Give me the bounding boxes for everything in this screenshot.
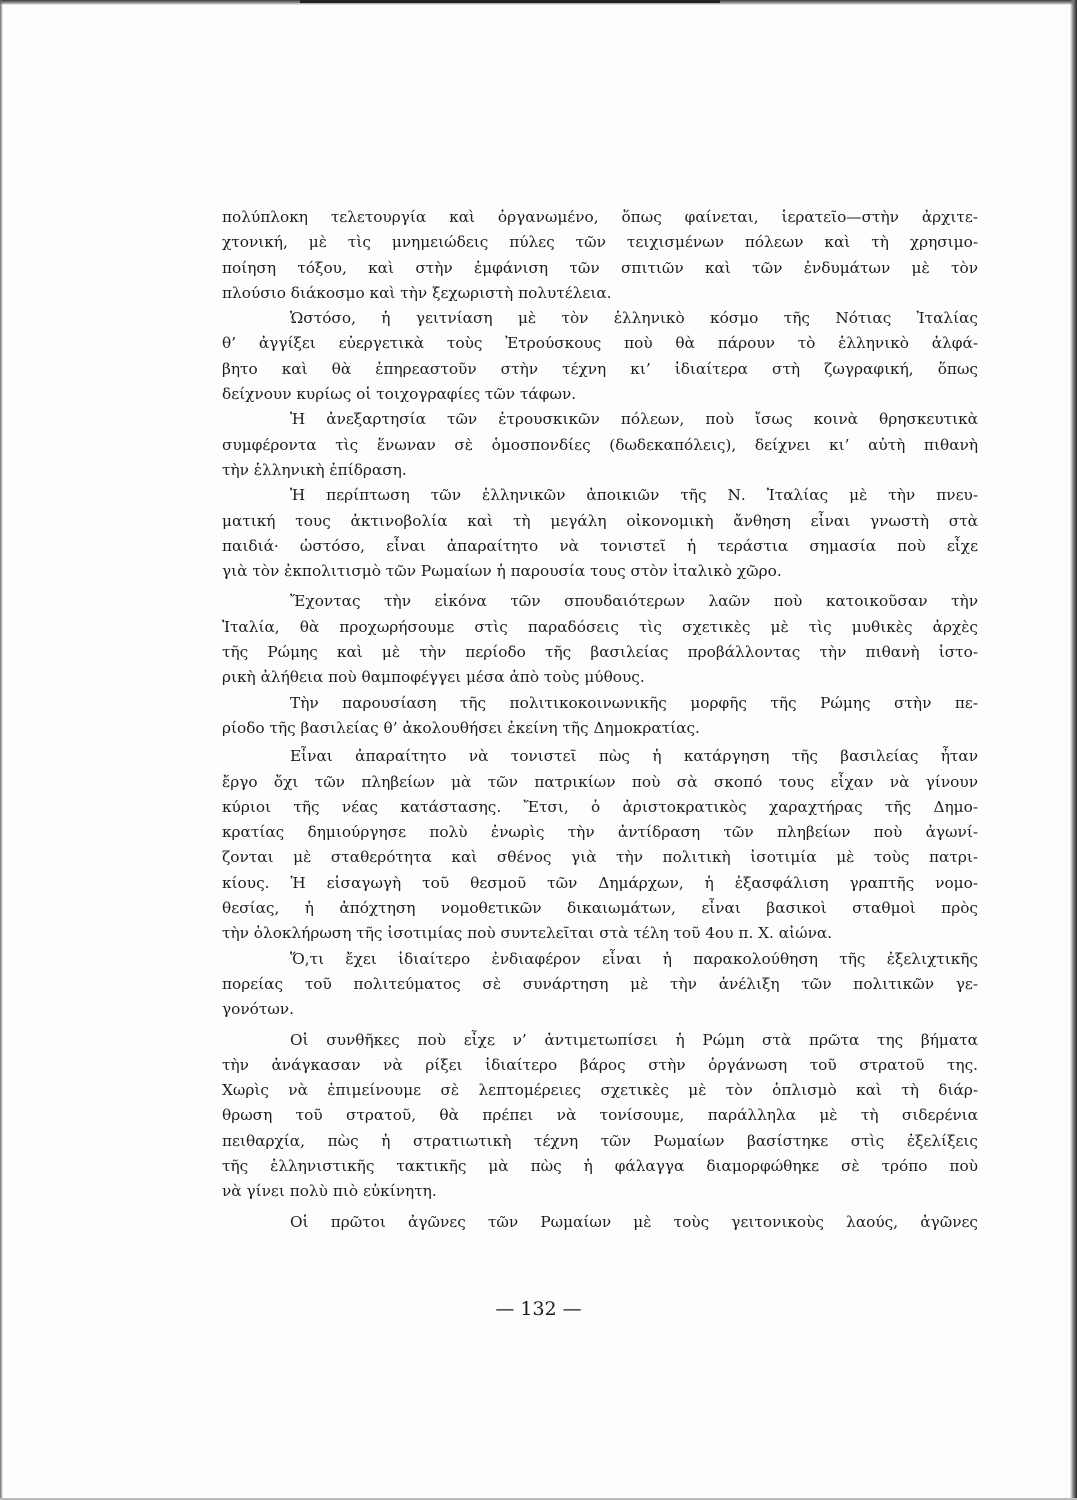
text-line: θεσίας, ἡ ἀπόχτηση νομοθετικῶν δικαιωμάτων, εἶναι βασικοὶ σταθμοὶ πρὸς (222, 899, 978, 918)
text-line: θ’ ἀγγίξει εὐεργετικὰ τοὺς Ἐτρούσκους ποὺ θὰ πάρουν τὸ ἑλληνικὸ ἀλφά- (222, 334, 978, 353)
text-line: γονότων. (222, 1000, 294, 1019)
text-line: Ἡ ἀνεξαρτησία τῶν ἐτρουσκικῶν πόλεων, ποὺ ἴσως κοινὰ θρησκευτικὰ (290, 410, 978, 429)
text-line: τὴν ὁλοκλήρωση τῆς ἰσοτιμίας ποὺ συντελεῖται στὰ τέλη τοῦ 4ου π. Χ. αἰώνα. (222, 924, 833, 943)
text-line: τῆς ἑλληνιστικῆς τακτικῆς μὰ πὼς ἡ φάλαγγα διαμορφώθηκε σὲ τρόπο ποὺ (222, 1156, 978, 1175)
body-text (222, 205, 978, 1235)
text-line: Οἱ πρῶτοι ἀγῶνες τῶν Ρωμαίων μὲ τοὺς γειτονικοὺς λαούς, ἀγῶνες (290, 1212, 978, 1231)
text-line: ρικὴ ἀλήθεια ποὺ θαμποφέγγει μέσα ἀπὸ τοὺς μύθους. (222, 668, 645, 687)
text-line: Εἶναι ἀπαραίτητο νὰ τονιστεῖ πὼς ἡ κατάργηση τῆς βασιλείας ἦταν (290, 747, 978, 766)
text-line: δείχνουν κυρίως οἱ τοιχογραφίες τῶν τάφων. (222, 385, 577, 404)
text-line: ποίηση τόξου, καὶ στὴν ἐμφάνιση τῶν σπιτιῶν καὶ τῶν ἐνδυμάτων μὲ τὸν (222, 258, 978, 277)
text-line: παιδιά· ὡστόσο, εἶναι ἀπαραίτητο νὰ τονιστεῖ ἡ τεράστια σημασία ποὺ εἶχε (222, 536, 978, 555)
text-line: συμφέροντα τὶς ἕνωναν σὲ ὁμοσπονδίες (δωδεκαπόλεις), δείχνει κι’ αὐτὴ πιθανὴ (222, 435, 978, 454)
text-line: κρατίας δημιούργησε πολὺ ἐνωρὶς τὴν ἀντίδραση τῶν πληβείων ποὺ ἀγωνί- (222, 823, 978, 842)
scan-edge-right (1070, 0, 1077, 1500)
text-line: πλούσιο διάκοσμο καὶ τὴν ξεχωριστὴ πολυτέλεια. (222, 283, 612, 302)
text-line: νὰ γίνει πολὺ πιὸ εὐκίνητη. (222, 1182, 437, 1201)
text-line: Τὴν παρουσίαση τῆς πολιτικοκοινωνικῆς μορφῆς τῆς Ρώμης στὴν πε- (290, 693, 978, 712)
text-line: Ἰταλία, θὰ προχωρήσουμε στὶς παραδόσεις τὶς σχετικὲς μὲ τὶς μυθικὲς ἀρχὲς (222, 617, 978, 636)
text-line: ματική τους ἀκτινοβολία καὶ τὴ μεγάλη οἰκονομικὴ ἄνθηση εἶναι γνωστὴ στὰ (222, 511, 978, 530)
text-line: πολύπλοκη τελετουργία καὶ ὀργανωμένο, ὅπως φαίνεται, ἱερατεῖο—στὴν ἀρχιτε- (222, 208, 978, 226)
text-line: Ἔχοντας τὴν εἰκόνα τῶν σπουδαιότερων λαῶν ποὺ κατοικοῦσαν τὴν (290, 592, 978, 611)
text-line: ἔργο ὄχι τῶν πληβείων μὰ τῶν πατρικίων ποὺ σὰ σκοπό τους εἶχαν νὰ γίνουν (222, 772, 978, 791)
text-line: ζονται μὲ σταθερότητα καὶ σθένος γιὰ τὴν πολιτικὴ ἰσοτιμία μὲ τοὺς πατρι- (222, 848, 978, 867)
scan-edge-top-shadow (300, 0, 720, 3)
text-line: πειθαρχία, πὼς ἡ στρατιωτικὴ τέχνη τῶν Ρωμαίων βασίστηκε στὶς ἐξελίξεις (222, 1131, 978, 1150)
page-number: — 132 — (495, 1298, 582, 1320)
text-line: τὴν ἀνάγκασαν νὰ ρίξει ἰδιαίτερο βάρος στὴν ὀργάνωση τοῦ στρατοῦ της. (222, 1055, 978, 1074)
text-line: κίους. Ἡ εἰσαγωγὴ τοῦ θεσμοῦ τῶν Δημάρχων, ἡ ἐξασφάλιση γραπτῆς νομο- (222, 873, 978, 892)
text-line: ρίοδο τῆς βασιλείας θ’ ἀκολουθήσει ἐκείνη τῆς Δημοκρατίας. (222, 718, 700, 737)
text-line: χτονική, μὲ τὶς μνημειώδεις πύλες τῶν τειχισμένων πόλεων καὶ τὴ χρησιμο- (222, 233, 978, 252)
text-line: γιὰ τὸν ἐκπολιτισμὸ τῶν Ρωμαίων ἡ παρουσία τους στὸν ἰταλικὸ χῶρο. (222, 562, 782, 581)
scan-edge-left (0, 0, 3, 1500)
text-line: Χωρὶς νὰ ἐπιμείνουμε σὲ λεπτομέρειες σχετικὲς μὲ τὸν ὁπλισμὸ καὶ τὴ διάρ- (222, 1081, 978, 1100)
text-line: θρωση τοῦ στρατοῦ, θὰ πρέπει νὰ τονίσουμε, παράλληλα μὲ τὴ σιδερένια (222, 1106, 978, 1125)
text-line: Ὡστόσο, ἡ γειτνίαση μὲ τὸν ἑλληνικὸ κόσμο τῆς Νότιας Ἰταλίας (290, 309, 978, 328)
text-line: βητο καὶ θὰ ἐπηρεαστοῦν στὴν τέχνη κι’ ἰδιαίτερα στὴ ζωγραφική, ὅπως (222, 359, 978, 378)
text-line: Οἱ συνθῆκες ποὺ εἶχε ν’ ἀντιμετωπίσει ἡ Ρώμη στὰ πρῶτα της βήματα (290, 1030, 978, 1049)
text-line: Ἡ περίπτωση τῶν ἑλληνικῶν ἀποικιῶν τῆς Ν. Ἰταλίας μὲ τὴν πνευ- (290, 486, 978, 505)
text-line: Ὅ,τι ἔχει ἰδιαίτερο ἐνδιαφέρον εἶναι ἡ παρακολούθηση τῆς ἐξελιχτικῆς (290, 949, 978, 968)
text-line: τῆς Ρώμης καὶ μὲ τὴν περίοδο τῆς βασιλείας προβάλλοντας τὴν πιθανὴ ἱστο- (222, 643, 978, 662)
text-line: τὴν ἑλληνικὴ ἐπίδραση. (222, 460, 407, 479)
text-line: κύριοι τῆς νέας κατάστασης. Ἔτσι, ὁ ἀριστοκρατικὸς χαραχτήρας τῆς Δημο- (222, 797, 978, 816)
text-line: πορείας τοῦ πολιτεύματος σὲ συνάρτηση μὲ τὴν ἀνέλιξη τῶν πολιτικῶν γε- (222, 974, 978, 993)
